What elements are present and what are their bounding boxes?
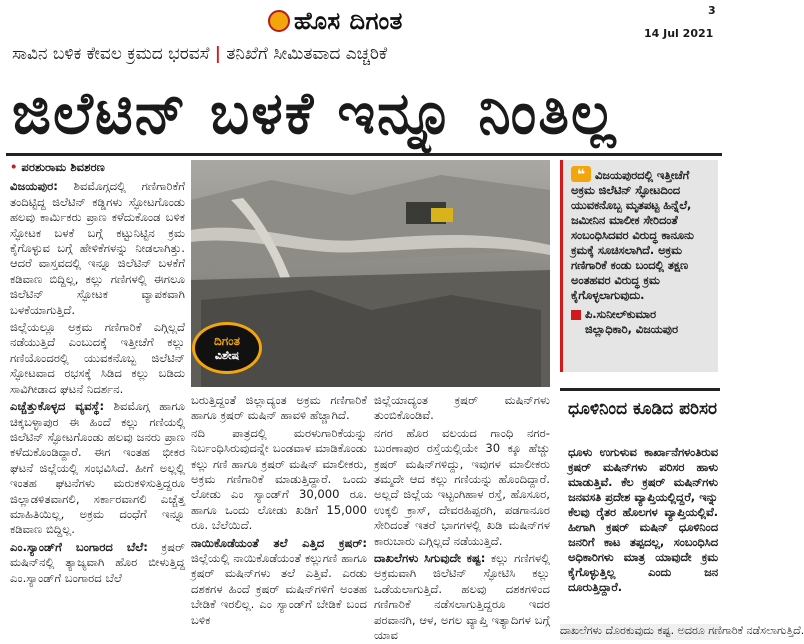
headline-rule — [6, 153, 722, 156]
paragraph — [191, 536, 367, 628]
paragraph — [10, 399, 185, 538]
paragraph: ನಗರ ಹೊರ ವಲಯದ ಗಾಂಧಿ ನಗರ- ಬುರಣಾಪುರ ರಸ್ತೆಯಲ್ಲಿಯೇ 30 ಕ್ಕೂ ಹೆಚ್ಚು ಕ್ರಷರ್ ಮಷಿನ್‌ಗಳಿದ್ದು, ಇವುಗಳ ಮಾಲೀಕರು ತಮ್ಮದೇ ಆದ ಕಲ್ಲು ಗಣಿಯನ್ನು ಹೊಂದಿದ್ದಾರೆ. ಅಲ್ಲದೆ ಜಿಲ್ಲೆಯ ಇಟ್ಟಂಗಿಹಾಳ ರಸ್ತೆ, ಹೊಸೂರ, ಉಕ್ಕಲಿ ಕ್ರಾಸ್, ದೇವರಹಿಪ್ಪರಗಿ, ಪಡಗಾನೂರ ಸೇರಿದಂತೆ ಇತರೆ ಭಾಗಗಳಲ್ಲಿ ಖಡಿ ಮಷಿನ್‌ಗಳ ಕಾರುಬಾರು ಎಗ್ಗಿಲ್ಲದೆ ನಡೆಯುತ್ತಿದೆ. — [374, 425, 550, 548]
paragraph — [10, 179, 185, 318]
page-number: 3 — [708, 4, 716, 17]
byline: • ಪರಶುರಾಮ ಶಿವಶರಣ — [10, 160, 185, 175]
quote-designation: ಜಿಲ್ಲಾಧಿಕಾರಿ, ವಿಜಯಪುರ — [585, 323, 678, 336]
digantha-special-badge — [192, 322, 262, 374]
subheading: ಎಚ್ಚೆತ್ತುಕೊಳ್ಳದ ವ್ಯವಸ್ಥೆ: — [10, 399, 105, 414]
sidebar-title: ಧೂಳಿನಿಂದ ಕೂಡಿದ ಪರಿಸರ — [568, 399, 717, 419]
sidebar-rule — [560, 388, 720, 391]
badge-line-2: ವಿಶೇಷ — [214, 348, 240, 362]
quote-text: ವಿಜಯಪುರದಲ್ಲಿ ಇತ್ತೀಚೆಗೆ ಅಕ್ರಮ ಜಿಲೆಟಿನ್ ಸ್ಫೋಟದಿಂದ ಯುವಕನೊಬ್ಬ ಮೃತಪಟ್ಟ ಹಿನ್ನೆಲೆ, ಜಮೀನಿನ ಮಾಲೀಕ ಸೇರಿದಂತೆ ಸಂಬಂಧಿಸಿದವರ ವಿರುದ್ಧ ಕಾನೂನು ಕ್ರಮಕ್ಕೆ ಸೂಚಿಸಲಾಗಿದೆ. ಅಕ್ರಮ ಗಣಿಗಾರಿಕೆ ಕಂಡು ಬಂದಲ್ಲಿ ತಕ್ಷಣ ಅಂತಹವರ ವಿರುದ್ಧ ಕ್ರಮ ಕೈಗೊಳ್ಳಲಾಗುವುದು. — [571, 169, 694, 302]
paragraph: ನದಿ ಪಾತ್ರದಲ್ಲಿ ಮರಳುಗಾರಿಕೆಯನ್ನು ನಿರ್ಬಂಧಿಸಿರುವುದನ್ನೇ ಬಂಡವಾಳ ಮಾಡಿಕೊಂಡು ಕಲ್ಲು ಗಣಿ ಹಾಗೂ ಕ್ರಷರ್ ಮಷಿನ್ ಮಾಲೀಕರು, ಅಕ್ರಮ ಗಣಿಗಾರಿಕೆ ಮಾಡುತ್ತಿದ್ದಾರೆ. ಒಂದು ಲೋಡು ಎಂ ಸ್ಯಾಂಡ್‌ಗೆ 30,000 ರೂ. ಹಾಗೂ ಒಂದು ಲೋಡು ಖಡಿಗೆ 15,000 ರೂ. ಬೆಲೆಯಿದೆ. — [191, 425, 367, 533]
paragraph-text: ಕಲ್ಲು ಗಣಿಗಳಲ್ಲಿ ಅಕ್ರಮವಾಗಿ ಜಿಲೆಟಿನ್ ಸ್ಫೋಟಿಸಿ ಕಲ್ಲು ಒಡೆಯಲಾಗುತ್ತಿದೆ. ಹಲವು ದಶಕಗಳಿಂದ ಗಣಿಗಾರಿಕೆ ನಡೆಸಲಾಗುತ್ತಿದ್ದರೂ ಇದರ ಪರವಾನಗಿ, ಆಳ, ಅಗಲ ವ್ಯಾಪ್ತಿ ಇತ್ಯಾದಿಗಳ ಬಗ್ಗೆ ಯಾವ — [374, 551, 550, 643]
article-column-2 — [191, 393, 367, 638]
logo-text: ಹೊಸ ದಿಗಂತ — [294, 7, 403, 35]
paragraph: ಜಿಲ್ಲೆಯಲ್ಲೂ ಅಕ್ರಮ ಗಣಿಗಾರಿಕೆ ಎಗ್ಗಿಲ್ಲದೆ ನಡೆಯುತ್ತಿದೆ ಎಂಬುದಕ್ಕೆ ಇತ್ತೀಚೆಗೆ ಕಲ್ಲು ಗಣಿಯೊಂದರಲ್ಲಿ ಯುವಕನೊಬ್ಬ ಜಿಲೆಟಿನ್ ಸ್ಫೋಟವಾದ ರಭಸಕ್ಕೆ ಸಿಡಿದ ಕಲ್ಲು ಬಡಿದು ಸಾವಿಗೀಡಾದ ಘಟನೆ ನಿದರ್ಶನ. — [10, 320, 185, 396]
quote-box — [560, 160, 718, 372]
article-column-1 — [10, 160, 185, 638]
article-column-3 — [374, 393, 550, 643]
newspaper-logo — [268, 6, 403, 36]
sidebar-footer: ದಾಖಲೆಗಳು ದೊರಕುವುದು ಕಷ್ಟ. ಅದರೂ ಗಣಿಗಾರಿಕೆ ನಡೆಸಲಾಗುತ್ತಿದೆ. — [560, 624, 720, 640]
masthead — [0, 0, 729, 44]
paragraph-text: ಶಿವಮೊಗ್ಗ ಹಾಗೂ ಚಿಕ್ಕಬಳ್ಳಾಪುರ ಈ ಹಿಂದೆ ಕಲ್ಲು ಗಣಿಯಲ್ಲಿ ಜಿಲೆಟಿನ್ ಸ್ಫೋಟಗೊಂಡು ಹಲವು ಜನರು ಪ್ರಾಣ ಕಳೆದುಕೊಂಡಿದ್ದಾರೆ. ಈಗ ಇಂತಹ ಭೀಕರ ಘಟನೆ ಜಿಲ್ಲೆಯಲ್ಲಿ ಸಂಭವಿಸಿದೆ. ಹೀಗೆ ಅಲ್ಲಲ್ಲಿ ಇಂತಹ ಘಟನೆಗಳು ಮರುಕಳಿಸುತ್ತಿದ್ದರೂ ಜಿಲ್ಲಾಡಳಿತವಾಗಲಿ, ಸರ್ಕಾರವಾಗಲಿ ಎಚ್ಚೆತ್ತ ಮಾಹಿತಿಯಿಲ್ಲ, ಅಕ್ರಮ ದಂಧೆಗೆ ಇನ್ನೂ ಕಡಿವಾಣ ಬಿದ್ದಿಲ್ಲ. — [10, 399, 185, 537]
paragraph-text: ಜಿಲ್ಲೆಯಲ್ಲಿ ನಾಯಿಕೊಡೆಯಂತೆ ಕಲ್ಲುಗಣಿ ಹಾಗೂ ಕ್ರಷರ್ ಮಷಿನ್‌ಗಳು ತಲೆ ಎತ್ತಿವೆ. ಎರಡು ದಶಕಗಳ ಹಿಂದೆ ಕ್ರಷರ್ ಮಷಿನ್‌ಗಳಿಗೆ ಅಂತಹ ಬೇಡಿಕೆ ಇರಲಿಲ್ಲ. ಎಂ ಸ್ಯಾಂಡ್‌ಗೆ ಬೇಡಿಕೆ ಬಂದ ಬಳಿಕ — [191, 551, 367, 627]
quote-author: ಪಿ.ಸುನೀಲ್‌ಕುಮಾರ — [585, 308, 657, 321]
paragraph — [374, 551, 550, 643]
subheading: ನಾಯಿಕೊಡೆಯಂತೆ ತಲೆ ಎತ್ತಿದ ಕ್ರಷರ್: — [191, 535, 367, 550]
paragraph — [10, 540, 185, 586]
kicker-line — [12, 44, 718, 70]
kicker-separator: | — [214, 44, 222, 64]
kicker-left: ಸಾವಿನ ಬಳಿಕ ಕೇವಲ ಕ್ರಮದ ಭರವಸೆ — [12, 44, 210, 64]
logo-emblem-icon — [268, 10, 290, 32]
bullet-square-icon — [571, 310, 581, 320]
paragraph: ಬರುತ್ತಿದ್ದಂತೆ ಜಿಲ್ಲಾದ್ಯಂತ ಅಕ್ರಮ ಗಣಿಗಾರಿಕೆ ಹಾಗೂ ಕ್ರಷರ್ ಮಷಿನ್ ಹಾವಳಿ ಹೆಚ್ಚಾಗಿದೆ. — [191, 393, 367, 423]
paragraph-text: ಶಿವಮೊಗ್ಗದಲ್ಲಿ ಗಣಿಗಾರಿಕೆಗೆ ತಂದಿಟ್ಟಿದ್ದ ಜಿಲೆಟಿನ್ ಕಡ್ಡಿಗಳು ಸ್ಫೋಟಗೊಂಡು ಹಲವು ಕಾರ್ಮಿಕರು ಪ್ರಾಣ ಕಳೆದುಕೊಂಡ ಬಳಿಕ ಸ್ಫೋಟಕ ಬಳಕೆ ಬಗ್ಗೆ ಕಟ್ಟುನಿಟ್ಟಿನ ಕ್ರಮ ಕೈಗೊಳ್ಳುವ ಬಗ್ಗೆ ಹೇಳಿಕೆಗಳನ್ನು ನೀಡಲಾಗಿತ್ತು. ಆದರೆ ವಾಸ್ತವದಲ್ಲಿ ಇನ್ನೂ ಜಿಲೆಟಿನ್ ಬಳಕೆಗೆ ಕಡಿವಾಣ ಬಿದ್ದಿಲ್ಲ, ಕಲ್ಲು ಗಣಿಗಳಲ್ಲಿ ಈಗಲೂ ಜಿಲೆಟಿನ್ ಸ್ಫೋಟಕ ವ್ಯಾಪಕವಾಗಿ ಬಳಕೆಯಾಗುತ್ತಿದೆ. — [10, 179, 185, 317]
kicker-right: ತನಿಖೆಗೆ ಸೀಮಿತವಾದ ಎಚ್ಚರಿಕೆ — [226, 44, 388, 64]
paragraph-text: ಕ್ರಷರ್ ಮಷಿನ್‌ನಲ್ಲಿ ತ್ಯಾಜ್ಯವಾಗಿ ಹೊರ ಬೀಳುತ್ತಿದ್ದ ಎಂ.ಸ್ಯಾಂಡ್‌ಗೆ ಬಂಗಾರದ ಬೆಲೆ — [10, 539, 186, 585]
dateline: ವಿಜಯಪುರ: — [10, 179, 58, 194]
subheading: ದಾಖಲೆಗಳು ಸಿಗುವುದೇ ಕಷ್ಟ: — [374, 551, 486, 566]
edition-date: 14 Jul 2021 — [644, 27, 714, 40]
paragraph: ಜಿಲ್ಲೆಯಾದ್ಯಂತ ಕ್ರಷರ್ ಮಷಿನ್‌ಗಳು ತುಂಬಿಕೊಂಡಿವೆ. — [374, 393, 550, 423]
quote-icon: ❝ — [571, 166, 591, 182]
headline: ಜಿಲೆಟಿನ್ ಬಳಕೆ ಇನ್ನೂ ನಿಂತಿಲ್ಲ — [12, 79, 618, 147]
subheading: ಎಂ.ಸ್ಯಾಂಡ್‌ಗೆ ಬಂಗಾರದ ಬೆಲೆ: — [10, 539, 148, 554]
badge-line-1: ದಿಗಂತ — [214, 333, 240, 348]
sidebar-body: ಧೂಳು ಉಗುಳುವ ಕಾರ್ಖಾನೆಗಳಂತಿರುವ ಕ್ರಷರ್ ಮಷಿನ್‌ಗಳು ಪರಿಸರ ಹಾಳು ಮಾಡುತ್ತಿವೆ. ಕೆಲ ಕ್ರಷರ್ ಮಷಿನ್‌ಗಳು ಜನವಸತಿ ಪ್ರದೇಶ ವ್ಯಾಪ್ತಿಯಲ್ಲಿದ್ದರೆ, ಇನ್ನು ಕೆಲವು ರೈತರ ಹೊಲಗಳ ವ್ಯಾಪ್ತಿಯಲ್ಲಿವೆ. ಹೀಗಾಗಿ ಕ್ರಷರ್ ಮಷಿನ್ ಧೂಳಿನಿಂದ ಜನರಿಗೆ ಕಾಟ ತಪ್ಪದಲ್ಲ, ಸಂಬಂಧಿಸಿದ ಅಧಿಕಾರಿಗಳು ಮಾತ್ರ ಯಾವುದೇ ಕ್ರಮ ಕೈಗೊಳ್ಳುತ್ತಿಲ್ಲ ಎಂದು ಜನ ದೂರುತ್ತಿದ್ದಾರೆ. — [568, 446, 718, 594]
quote-author-line — [571, 307, 712, 322]
